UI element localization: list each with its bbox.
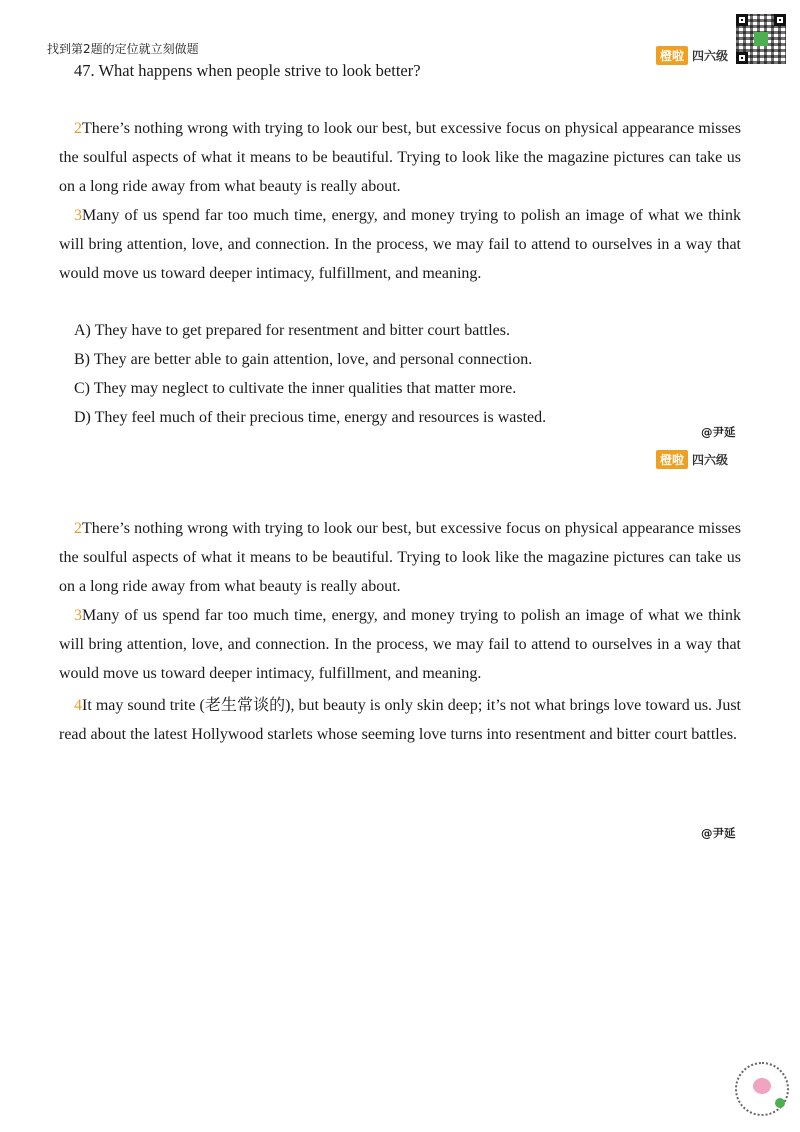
option-b: B) They are better able to gain attention, love, and personal connection.: [74, 351, 533, 368]
author-credit: @尹延: [701, 826, 736, 840]
brand-highlight: 橙啦: [656, 46, 688, 65]
paragraph-text: Many of us spend far too much time, energy, and money trying to polish an image of what we think will bring attention, love, and connection. In the process, we may fail to attend to ourselves in a way that would move us toward deeper intimacy, fulfillment, and meaning.: [59, 607, 741, 682]
mascot-badge-icon: [735, 1062, 789, 1116]
brand-highlight: 橙啦: [656, 450, 688, 469]
qr-code-icon: [736, 14, 786, 64]
paragraph-number: 3: [74, 607, 82, 624]
paragraph-text: There’s nothing wrong with trying to look our best, but excessive focus on physical appearance misses the soulful aspects of what it means to be beautiful. Trying to look like the magazine pictures can take us on a long ride away from what beauty is really about.: [59, 120, 741, 195]
paragraph-number: 2: [74, 520, 82, 537]
top-note: 找到第2题的定位就立刻做题: [47, 42, 199, 56]
author-credit: @尹延: [701, 425, 736, 439]
passage-paragraph: [59, 114, 741, 201]
passage-paragraph: [59, 601, 741, 688]
paragraph-number: 3: [74, 207, 82, 224]
passage-paragraph: [59, 201, 741, 288]
brand-logo: [656, 450, 728, 468]
option-c: C) They may neglect to cultivate the inner qualities that matter more.: [74, 380, 517, 397]
brand-logo-top: [656, 46, 728, 64]
passage-paragraph: [59, 691, 741, 749]
brand-text: 四六级: [692, 48, 729, 63]
option-a: A) They have to get prepared for resentment and bitter court battles.: [74, 322, 510, 339]
paragraph-number: 2: [74, 120, 82, 137]
question-text: 47. What happens when people strive to look better?: [74, 61, 421, 80]
paragraph-text: Many of us spend far too much time, energy, and money trying to polish an image of what we think will bring attention, love, and connection. In the process, we may fail to attend to ourselves in a way that would move us toward deeper intimacy, fulfillment, and meaning.: [59, 207, 741, 282]
brand-text: 四六级: [692, 452, 729, 467]
passage-paragraph: [59, 514, 741, 601]
paragraph-text: It may sound trite (老生常谈的), but beauty is only skin deep; it’s not what brings love toward us. Just read about the latest Hollywood starlets whose seeming love turns into resentment and bitter court battles.: [59, 697, 741, 743]
paragraph-text: There’s nothing wrong with trying to look our best, but excessive focus on physical appearance misses the soulful aspects of what it means to be beautiful. Trying to look like the magazine pictures can take us on a long ride away from what beauty is really about.: [59, 520, 741, 595]
option-d: D) They feel much of their precious time, energy and resources is wasted.: [74, 409, 547, 426]
paragraph-number: 4: [74, 697, 82, 714]
